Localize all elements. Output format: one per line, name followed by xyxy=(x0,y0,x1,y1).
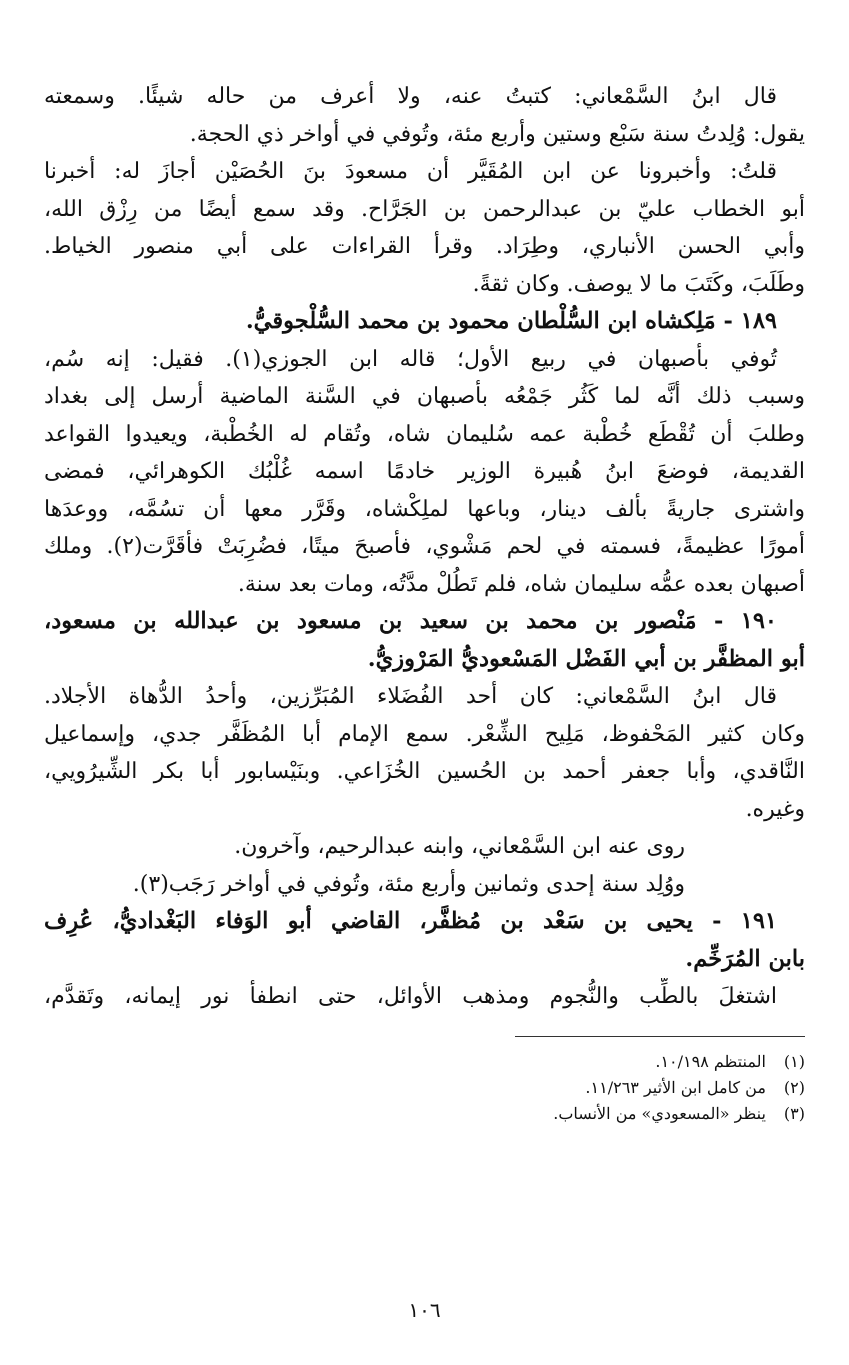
entry-heading-190-cont: أبو المظفَّر بن أبي الفَضْل المَسْعوديُّ المَرْوزيُّ. xyxy=(367,645,805,672)
entry-heading-190: ١٩٠ - مَنْصور بن محمد بن سعيد بن مسعود بن عبدالله بن مسعود، xyxy=(44,608,777,634)
text-line: وكان كثير المَحْفوظ، مَلِيح الشِّعْر. سمع الإمام أبا المُظَفَّر جدي، وإسماعيل xyxy=(44,721,805,747)
text-line: اشتغلَ بالطِّب والنُّجوم ومذهب الأوائل، حتى انطفأ نور إيمانه، وتَقدَّم، xyxy=(44,984,777,1009)
text-line: واشترى جاريةً بألف دينار، وباعها لملِكْشاه، وقَرَّر معها أن تسُمَّه، ووعدَها xyxy=(44,496,805,522)
text-line: وطَلَبَ، وكَتَبَ ما لا يوصف. وكان ثقةً. xyxy=(472,271,805,297)
footnote xyxy=(44,1101,805,1127)
entry-heading-189: ١٨٩ - مَلِكشاه ابن السُّلْطان محمود بن محمد السُّلْجوقيُّ. xyxy=(245,308,777,334)
text-line: أبو الخطاب عليّ بن عبدالرحمن بن الجَرَّاح. وقد سمع أيضًا من رِزْق الله، xyxy=(44,196,805,222)
footnotes xyxy=(44,1049,805,1127)
text-line: وطلبَ أن تُقْطَع خُطْبة عمه سُليمان شاه، وتُقام له الخُطْبة، ويعيدوا القواعد xyxy=(44,421,805,447)
footnote xyxy=(44,1049,805,1075)
text-line: يقول: وُلِدتُ سنة سَبْع وستين وأربع مئة، وتُوفي في أواخر ذي الحجة. xyxy=(189,121,805,147)
text-line: وسبب ذلك أنَّه لما كَثُر جَمْعُه بأصبهان في السَّنة الماضية أرسل إلى بغداد xyxy=(44,384,805,409)
footnote-divider xyxy=(515,1036,805,1037)
footnote-text: من كامل ابن الأثير ١١/٢٦٣. xyxy=(585,1077,766,1097)
body-text xyxy=(44,78,805,1016)
text-line: وأبي الحسن الأنباري، وطِرَاد. وقرأ القراءات على أبي منصور الخياط. xyxy=(44,234,805,259)
entry-heading-191: ١٩١ - يحيى بن سَعْد بن مُظفَّر، القاضي أبو الوَفاء البَغْداديُّ، عُرِف xyxy=(44,908,777,934)
page-number: ١٠٦ xyxy=(408,1298,441,1322)
text-line: القديمة، فوضعَ ابنُ هُبيرة الوزير خادمًا اسمه غُلْبُك الكوهرائي، فمضى xyxy=(44,459,805,484)
text-line: أصبهان بعده عمُّه سليمان شاه، فلم تَطُلْ مدَّتُه، ومات بعد سنة. xyxy=(237,571,805,597)
text-line: قال ابنُ السَّمْعاني: كان أحد الفُضَلاء المُبَرِّزين، وأحدُ الدُّهاة الأجلاد. xyxy=(44,684,777,709)
text-line: قلتُ: وأخبرونا عن ابن المُقَيَّر أن مسعودَ بنَ الحُصَيْن أجازَ له: أخبرنا xyxy=(44,159,777,184)
text-line: ووُلِد سنة إحدى وثمانين وأربع مئة، وتُوفي في أواخر رَجَب(٣). xyxy=(132,871,685,897)
footnote-number: (١) xyxy=(783,1051,805,1071)
text-line: تُوفي بأصبهان في ربيع الأول؛ قاله ابن الجوزي(١). فقيل: إنه سُم، xyxy=(44,346,777,372)
footnote-text: ينظر «المسعودي» من الأنساب. xyxy=(553,1103,766,1123)
footnote-number: (٢) xyxy=(783,1077,805,1097)
footnote xyxy=(44,1075,805,1101)
footnote-text: المنتظم ١٠/١٩٨. xyxy=(655,1051,766,1071)
entry-heading-191-cont: بابن المُرَخِّم. xyxy=(685,945,805,972)
text-line: أمورًا عظيمةً، فسمته في لحم مَشْوي، فأصبحَ ميتًا، فضُرِبَتْ فأقَرَّت(٢). وملك xyxy=(44,534,805,559)
text-line: النَّاقدي، وأبا جعفر أحمد بن الحُسين الخُزَاعي. وبنَيْسابور أبا بكر الشِّيرُويي، xyxy=(44,759,805,784)
text-line: قال ابنُ السَّمْعاني: كتبتُ عنه، ولا أعرف من حاله شيئًا. وسمعته xyxy=(44,84,777,109)
text-line: وغيره. xyxy=(745,796,805,822)
text-line: روى عنه ابن السَّمْعاني، وابنه عبدالرحيم، وآخرون. xyxy=(234,834,685,859)
footnote-number: (٣) xyxy=(783,1103,805,1123)
